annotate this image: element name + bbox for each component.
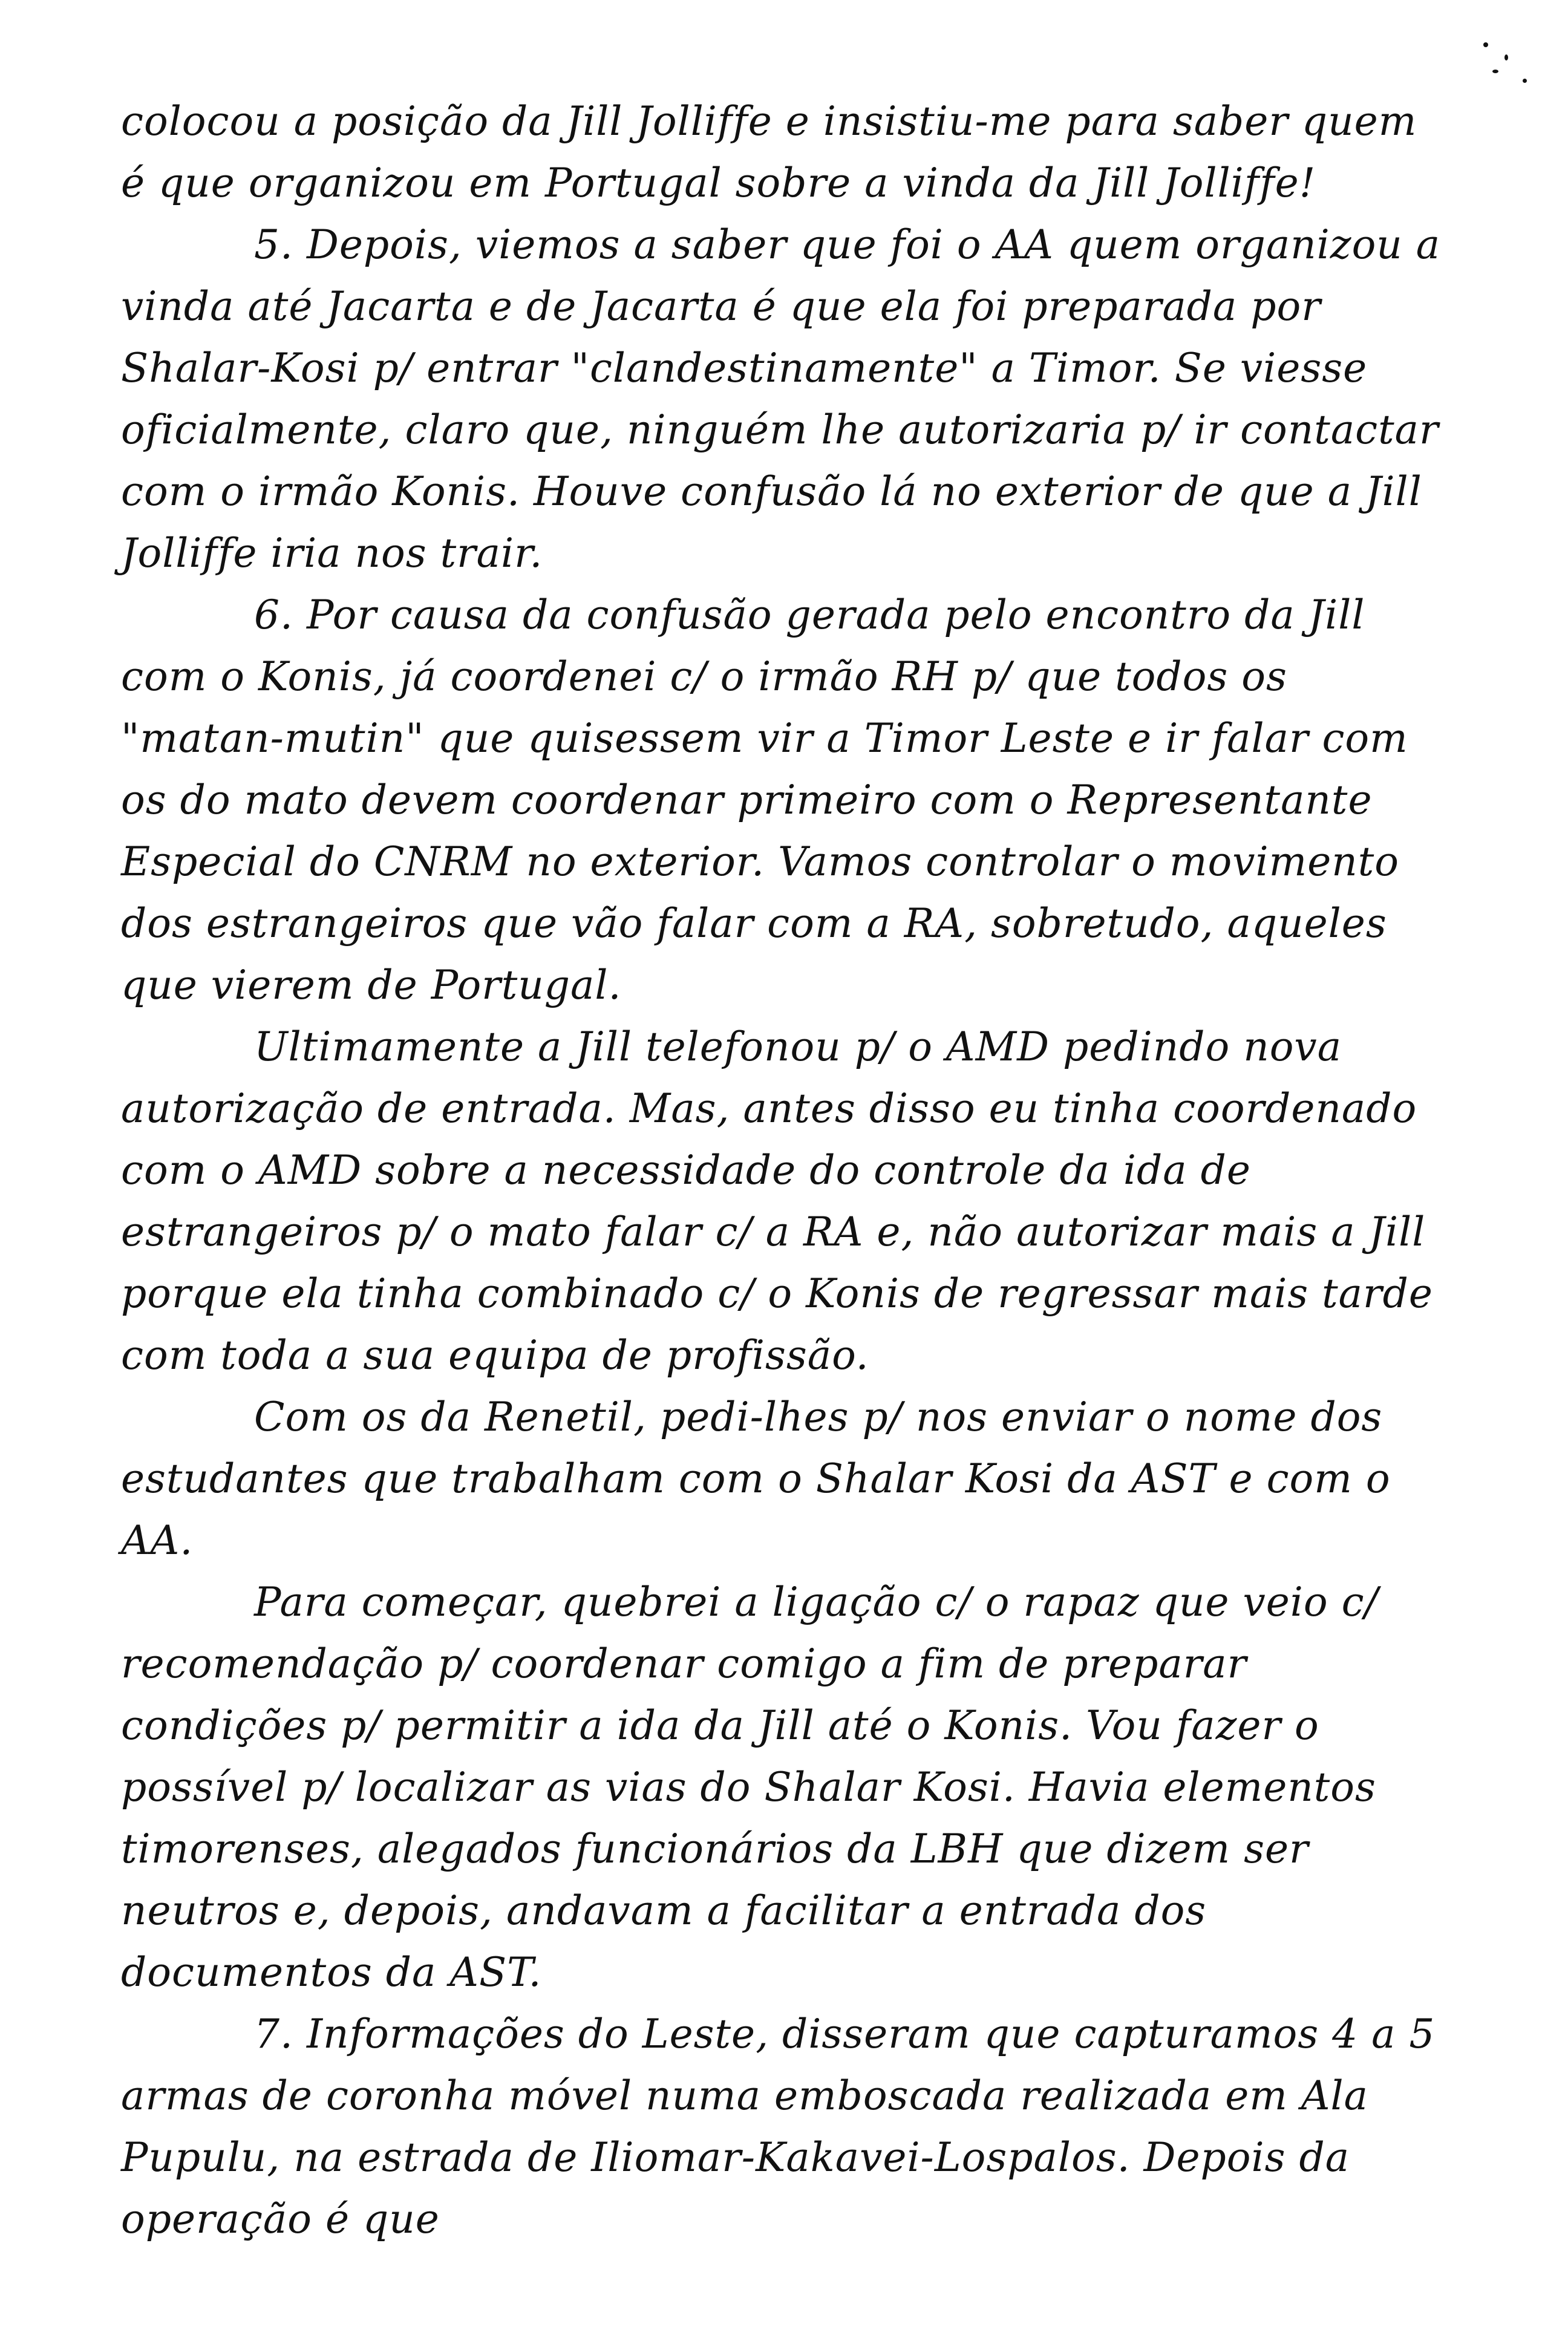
- corner-ink-marks: [1471, 36, 1544, 109]
- ink-dot: [1523, 79, 1527, 83]
- paragraph-renetil: Com os da Renetil, pedi-lhes p/ nos enviar o nome dos estudantes que trabalham com o Shalar Kosi da AST e com o AA.: [121, 1394, 1391, 1564]
- paragraph-continued: colocou a posição da Jill Jolliffe e insistiu-me para saber quem é que organizou em Portugal sobre a vinda da Jill Jolliffe!: [121, 98, 1417, 206]
- handwritten-text-body: [121, 91, 1452, 2250]
- paragraph-item-6: 6. Por causa da confusão gerada pelo encontro da Jill com o Konis, já coordenei c/ o irmão RH p/ que todos os "matan-mutin" que quisessem vir a Timor Leste e ir falar com os do mato devem coordenar primeiro com o Representante Especial do CNRM no exterior. Vamos controlar o movimento dos estrangeiros que vão falar com a RA, sobretudo, aqueles que vierem de Portugal.: [121, 592, 1408, 1008]
- ink-dot: [1492, 70, 1498, 73]
- ink-dot: [1483, 42, 1488, 47]
- paragraph-jill-phone-call: Ultimamente a Jill telefonou p/ o AMD pedindo nova autorização de entrada. Mas, antes disso eu tinha coordenado com o AMD sobre a necessidade do controle da ida de estrangeiros p/ o mato falar c/ a RA e, não autorizar mais a Jill porque ela tinha combinado c/ o Konis de regressar mais tarde com toda a sua equipa de profissão.: [121, 1024, 1433, 1379]
- paragraph-broke-contact: Para começar, quebrei a ligação c/ o rapaz que veio c/ recomendação p/ coordenar comigo a fim de preparar condições p/ permitir a ida da Jill até o Konis. Vou fazer o possível p/ localizar as vias do Shalar Kosi. Havia elementos timorenses, alegados funcionários da LBH que dizem ser neutros e, depois, andavam a facilitar a entrada dos documentos da AST.: [121, 1579, 1379, 1996]
- paragraph-item-5: 5. Depois, viemos a saber que foi o AA quem organizou a vinda até Jacarta e de Jacarta é que ela foi preparada por Shalar-Kosi p/ entrar "clandestinamente" a Timor. Se viesse oficialmente, claro que, ninguém lhe autorizaria p/ ir contactar com o irmão Konis. Houve confusão lá no exterior de que a Jill Jolliffe iria nos trair.: [121, 221, 1441, 576]
- paragraph-item-7: 7. Informações do Leste, disseram que capturamos 4 a 5 armas de coronha móvel numa emboscada realizada em Ala Pupulu, na estrada de Iliomar-Kakavei-Lospalos. Depois da operação é que: [121, 2011, 1436, 2242]
- ink-dot: [1504, 54, 1508, 60]
